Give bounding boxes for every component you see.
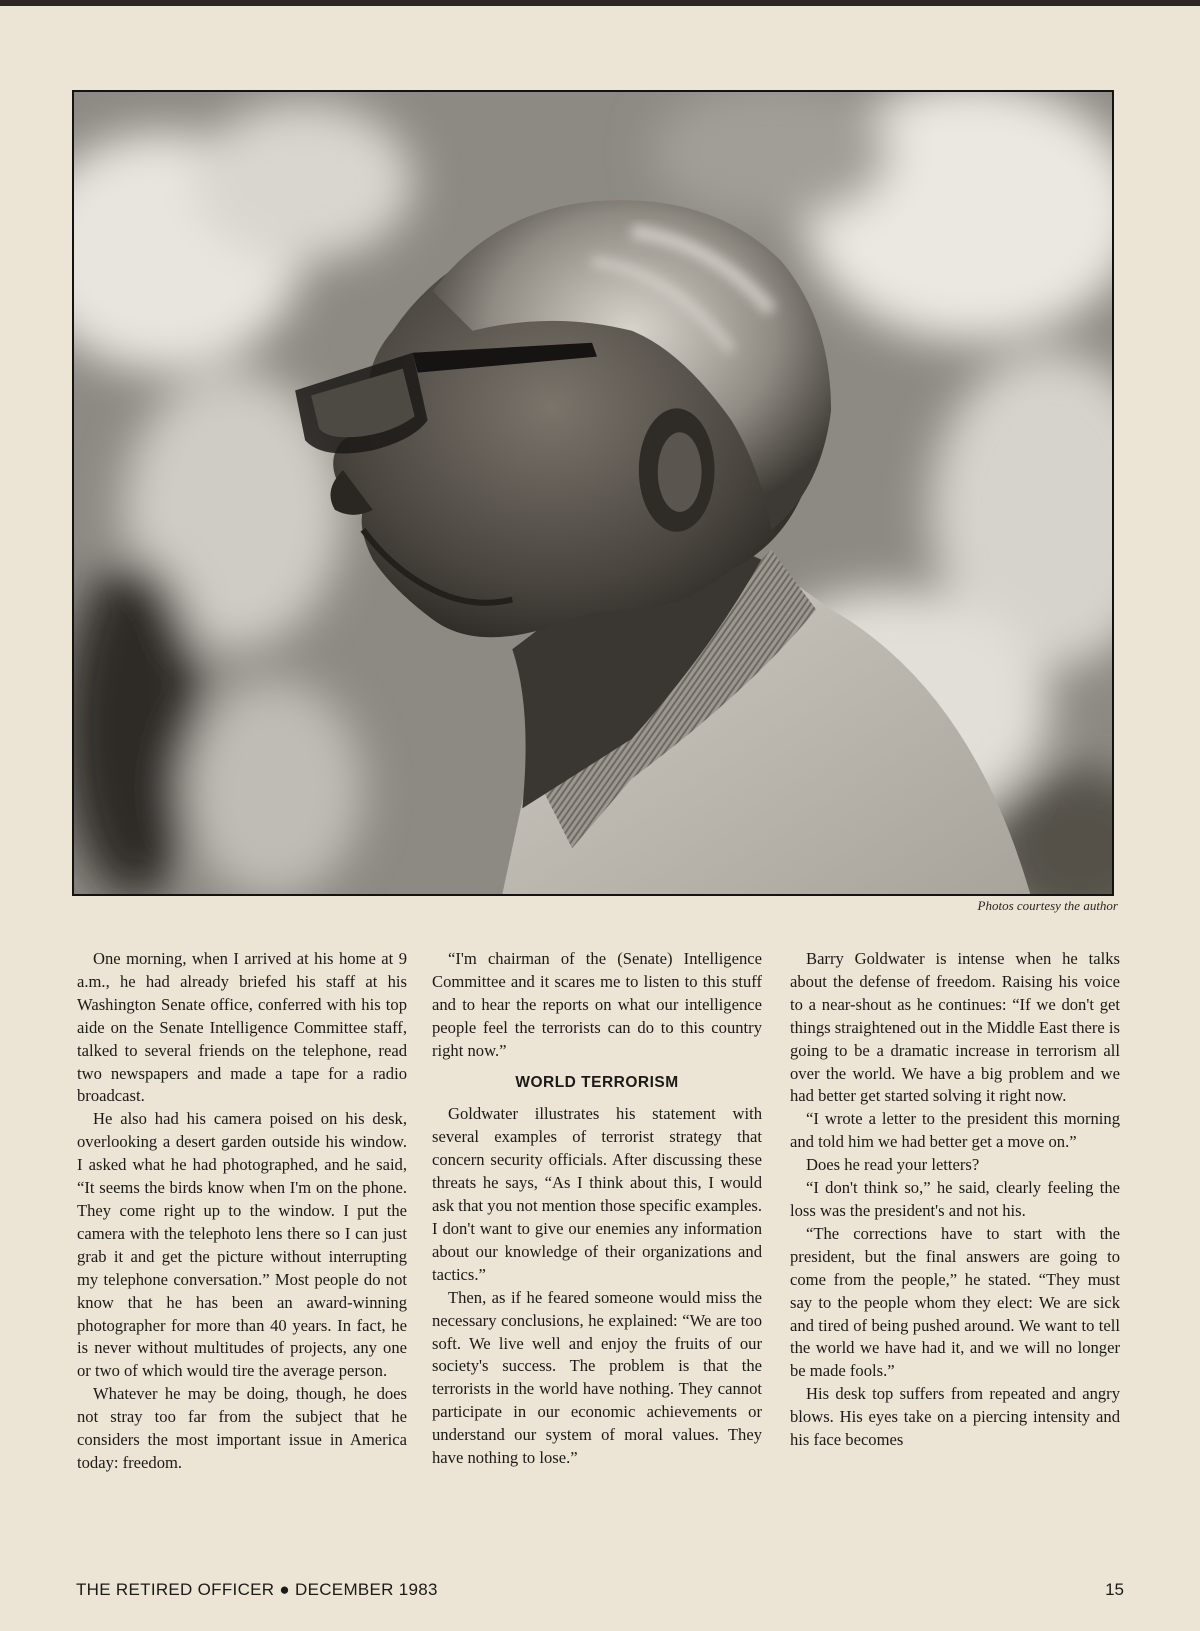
paragraph: “I wrote a letter to the president this morning and told him we had better get a move on.” [790, 1109, 1120, 1152]
footer-publication-line [76, 1580, 438, 1600]
issue-date: DECEMBER 1983 [295, 1580, 438, 1599]
paragraph: Goldwater illustrates his statement with several examples of terrorist strategy that concern security officials. After discussing these threats he says, “As I think about this, I would ask that you not mention those specific examples. I don't want to give our enemies any information about our knowledge of their organizations and tactics.” [432, 1104, 762, 1284]
publication-name: THE RETIRED OFFICER [76, 1580, 275, 1599]
article-column-1 [77, 948, 407, 1475]
article-column-2 [432, 948, 762, 1470]
paragraph: One morning, when I arrived at his home at 9 a.m., he had already briefed his staff at his Washington Senate office, conferred with his top aide on the Senate Intelligence Committee staff, talked to several friends on the telephone, read two newspapers and made a tape for a radio broadcast. [77, 949, 407, 1106]
paragraph: “I don't think so,” he said, clearly feeling the loss was the president's and not his. [790, 1178, 1120, 1220]
portrait-photo-image [74, 92, 1112, 894]
paragraph: He also had his camera poised on his desk, overlooking a desert garden outside his window. I asked what he had photographed, and he said, “It seems the birds know when I'm on the phone. They come right up to the window. I put the camera with the telephoto lens there so I can just grab it and get the picture without interrupting my telephone conversation.” Most people do not know that he has been an award-winning photographer for more than 40 years. In fact, he is never without multitudes of projects, any one or two of which would tire the average person. [77, 1109, 407, 1381]
paragraph: Then, as if he feared someone would miss the necessary conclusions, he explained: “We are too soft. We live well and enjoy the fruits of our society's success. The problem is that the terrorists in the world have nothing. They cannot participate in our economic achievements or understand our system of moral values. They have nothing to lose.” [432, 1287, 762, 1468]
page-top-edge [0, 0, 1200, 6]
section-subhead: WORLD TERRORISM [515, 1073, 679, 1091]
article-column-3 [790, 948, 1120, 1452]
paragraph: Does he read your letters? [806, 1155, 980, 1175]
paragraph: Whatever he may be doing, though, he does not stray too far from the subject that he considers the most important issue in America today: freedom. [77, 1384, 407, 1472]
bullet-separator: ● [279, 1580, 290, 1599]
portrait-photo [72, 90, 1114, 896]
paragraph: “I'm chairman of the (Senate) Intelligence Committee and it scares me to listen to this stuff and to hear the reports on what our intelligence people feel the terrorists can do to this country right now.” [432, 949, 762, 1060]
paragraph: His desk top suffers from repeated and angry blows. His eyes take on a piercing intensity and his face becomes [790, 1384, 1120, 1450]
photo-credit: Photos courtesy the author [977, 898, 1118, 913]
paragraph: Barry Goldwater is intense when he talks about the defense of freedom. Raising his voice to a near-shout as he continues: “If we don't get things straightened out in the Middle East there is going to be a dramatic increase in terrorism all over the world. We have a big problem and we had better get started solving it right now. [790, 949, 1120, 1106]
page-number: 15 [1105, 1580, 1124, 1599]
paragraph: “The corrections have to start with the president, but the final answers are going to come from the people,” he stated. “They must say to the people whom they elect: We are sick and tired of being pushed around. We want to tell the world we have had it, and we will no longer be made fools.” [790, 1223, 1120, 1381]
